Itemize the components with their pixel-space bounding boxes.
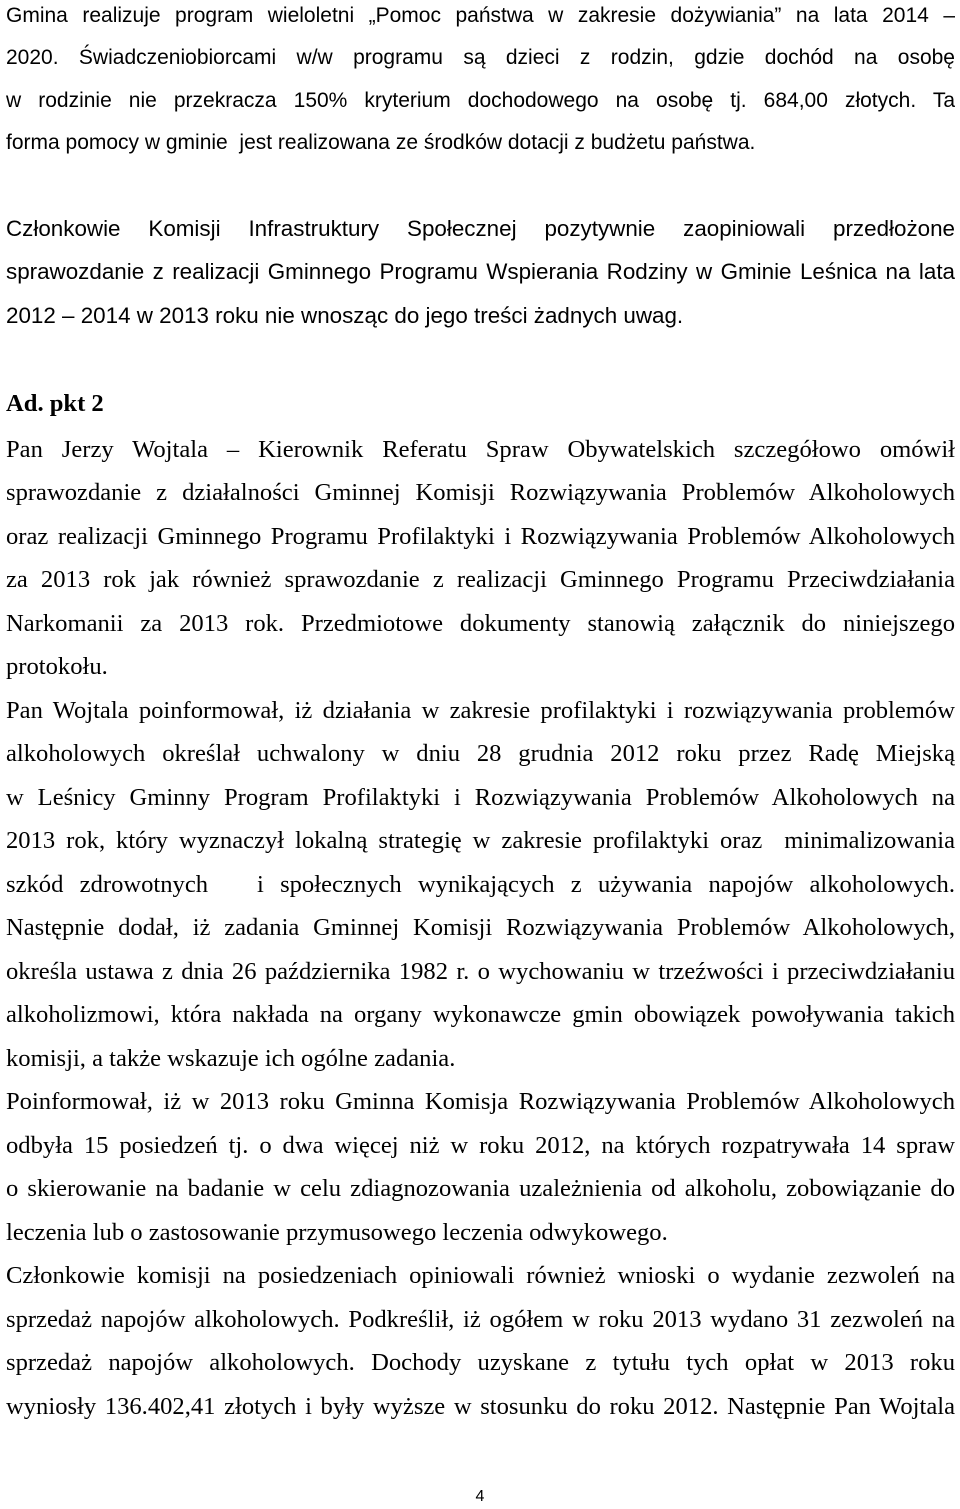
text-line: oraz realizacji Gminnego Programu Profilaktyki i Rozwiązywania Problemów Alkoholowych — [6, 523, 955, 550]
text-line: Narkomanii za 2013 rok. Przedmiotowe dokumenty stanowią załącznik do niniejszego — [6, 610, 955, 637]
text-line: sprawozdanie z realizacji Gminnego Programu Wspierania Rodziny w Gminie Leśnica na lata — [6, 259, 955, 284]
text-line: 2013 rok, który wyznaczył lokalną strategię w zakresie profilaktyki oraz minimalizowania — [6, 827, 955, 854]
text-line: za 2013 rok jak również sprawozdanie z realizacji Gminnego Programu Przeciwdziałania — [6, 566, 955, 593]
text-line: określa ustawa z dnia 26 października 1982 r. o wychowaniu w trzeźwości i przeciwdziałaniu — [6, 958, 955, 985]
text-line: Pan Wojtala poinformował, iż działania w zakresie profilaktyki i rozwiązywania problemów — [6, 697, 955, 724]
text-line: Członkowie komisji na posiedzeniach opiniowali również wnioski o wydanie zezwoleń na — [6, 1262, 955, 1289]
text-line: Gmina realizuje program wieloletni „Pomoc państwa w zakresie dożywiania” na lata 2014 – — [6, 4, 955, 27]
text-line: sprzedaż napojów alkoholowych. Dochody uzyskane z tytułu tych opłat w 2013 roku — [6, 1349, 955, 1376]
text-line: 2020. Świadczeniobiorcami w/w programu są dzieci z rodzin, gdzie dochód na osobę — [6, 46, 955, 69]
text-line: sprzedaż napojów alkoholowych. Podkreślił, iż ogółem w roku 2013 wydano 31 zezwoleń na — [6, 1306, 955, 1333]
text-line: alkoholizmowi, która nakłada na organy wykonawcze gmin obowiązek powoływania takich — [6, 1001, 955, 1028]
text-line: Następnie dodał, iż zadania Gminnej Komisji Rozwiązywania Problemów Alkoholowych, — [6, 914, 955, 941]
text-line: odbyła 15 posiedzeń tj. o dwa więcej niż w roku 2012, na których rozpatrywała 14 spraw — [6, 1132, 955, 1159]
text-line: 2012 – 2014 w 2013 roku nie wnosząc do jego treści żadnych uwag. — [6, 303, 684, 328]
text-line: alkoholowych określał uchwalony w dniu 28 grudnia 2012 roku przez Radę Miejską — [6, 740, 955, 767]
text-line: forma pomocy w gminie jest realizowana ze środków dotacji z budżetu państwa. — [6, 131, 756, 154]
text-line: Pan Jerzy Wojtala – Kierownik Referatu Spraw Obywatelskich szczegółowo omówił — [6, 436, 955, 463]
text-line: w rodzinie nie przekracza 150% kryterium dochodowego na osobę tj. 684,00 złotych. Ta — [6, 89, 955, 112]
page-number: 4 — [475, 1488, 485, 1505]
text-line: Poinformował, iż w 2013 roku Gminna Komisja Rozwiązywania Problemów Alkoholowych — [6, 1088, 955, 1115]
text-line: leczenia lub o zastosowanie przymusowego leczenia odwykowego. — [6, 1219, 668, 1246]
text-line: wyniosły 136.402,41 złotych i były wyższe w stosunku do roku 2012. Następnie Pan Wojtala — [6, 1393, 955, 1420]
text-line: Członkowie Komisji Infrastruktury Społecznej pozytywnie zaopiniowali przedłożone — [6, 216, 955, 241]
text-line: protokołu. — [6, 653, 108, 680]
text-line: w Leśnicy Gminny Program Profilaktyki i Rozwiązywania Problemów Alkoholowych na — [6, 784, 955, 811]
text-line: sprawozdanie z działalności Gminnej Komisji Rozwiązywania Problemów Alkoholowych — [6, 479, 955, 506]
text-line: szkód zdrowotnych i społecznych wynikających z używania napojów alkoholowych. — [6, 871, 955, 898]
text-line: komisji, a także wskazuje ich ogólne zadania. — [6, 1045, 456, 1072]
text-line: o skierowanie na badanie w celu zdiagnozowania uzależnienia od alkoholu, zobowiązanie do — [6, 1175, 955, 1202]
agenda-item-heading: Ad. pkt 2 — [6, 390, 104, 417]
